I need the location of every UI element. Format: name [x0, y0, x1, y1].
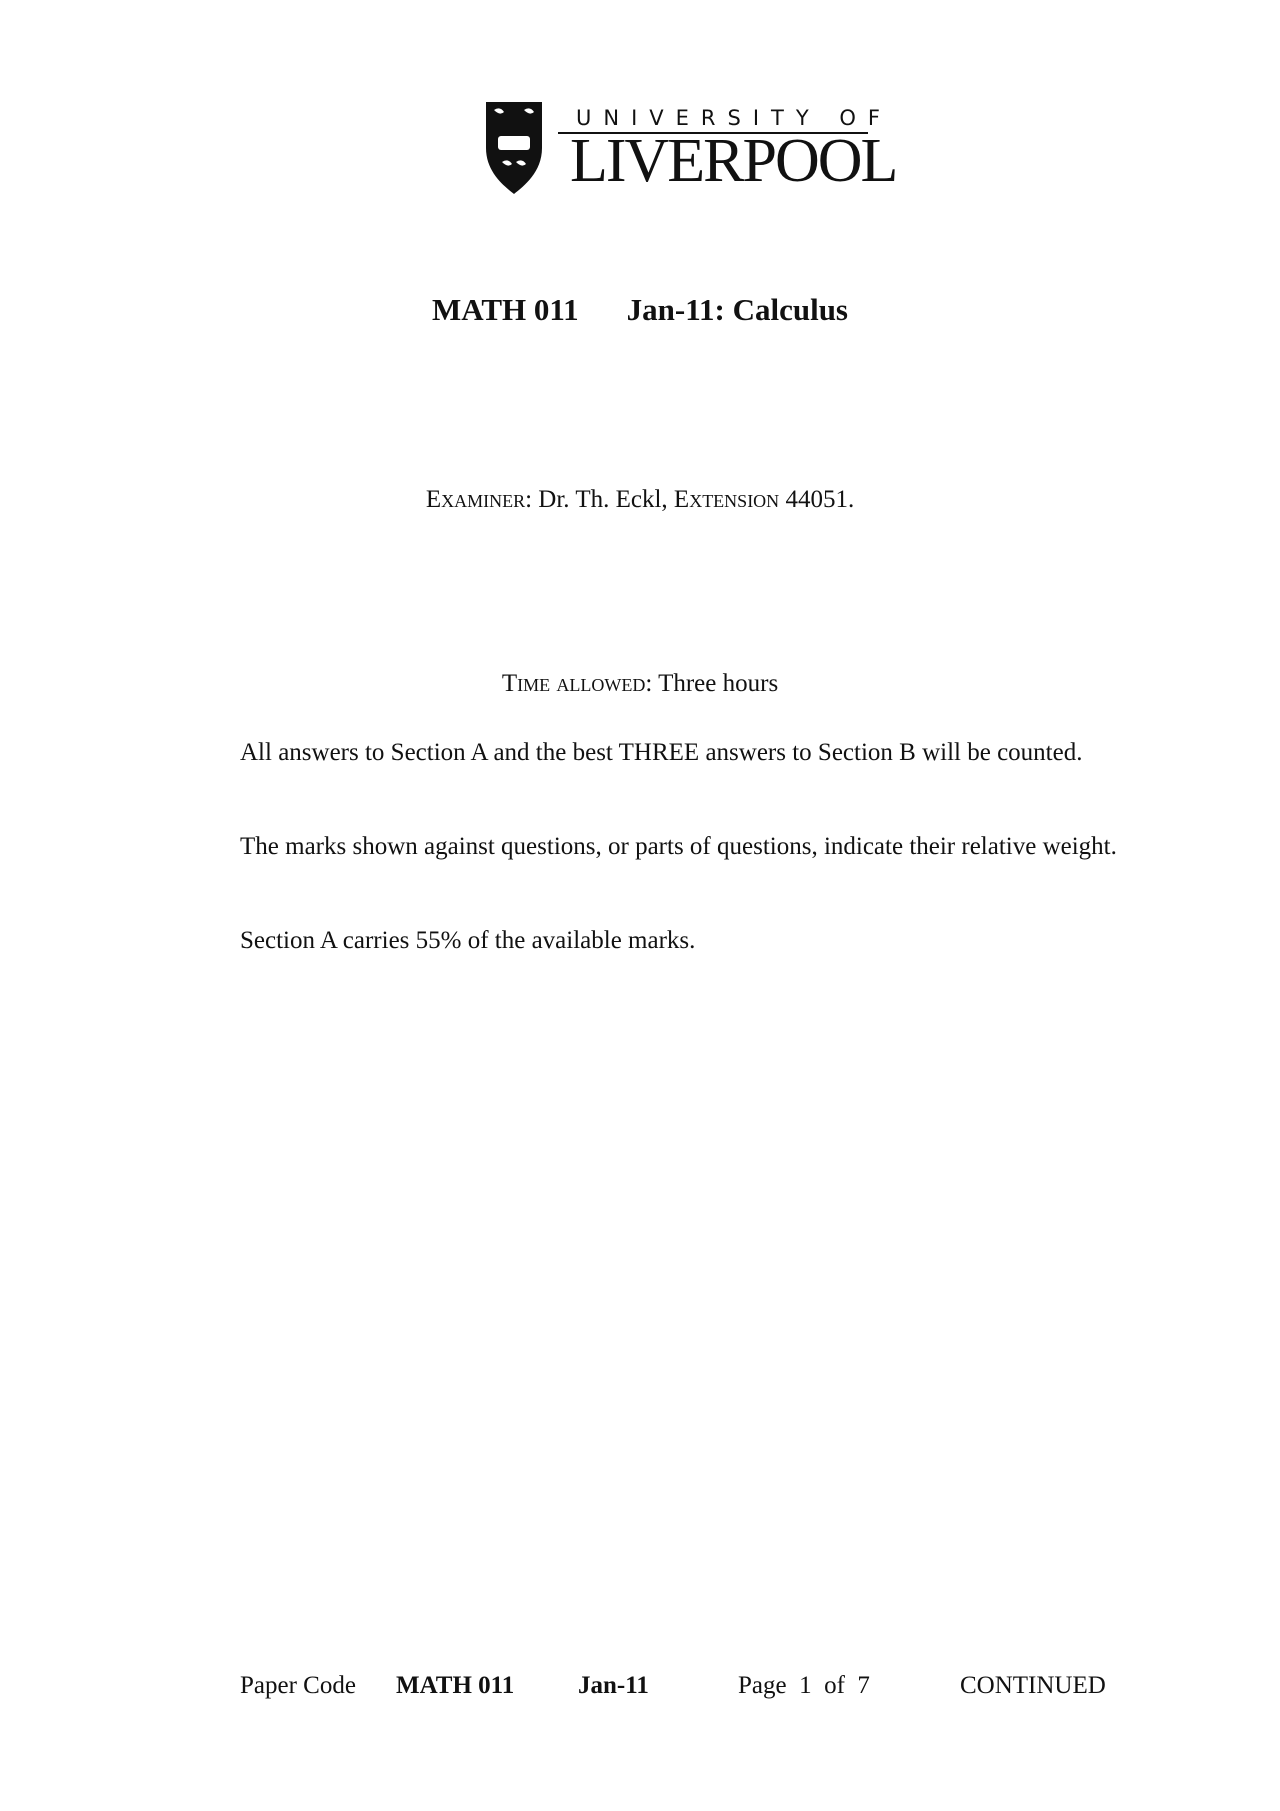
paper-code: MATH 011: [396, 1672, 515, 1699]
paper-code-label: Paper Code: [240, 1672, 356, 1699]
paper-date: Jan-11: [578, 1672, 649, 1699]
examiner-label: Examiner:: [425, 486, 533, 513]
continued-label: CONTINUED: [960, 1672, 1106, 1699]
page-number: Page 1 of 7: [738, 1672, 870, 1699]
examiner-line: [0, 486, 1280, 514]
extension-label: Extension: [673, 486, 780, 513]
university-logo: [484, 100, 897, 196]
crest-icon: [484, 100, 544, 196]
time-label: Time allowed:: [501, 670, 653, 697]
instruction-section-a: Section A carries 55% of the available marks.: [240, 927, 696, 954]
logo-liverpool: LIVERPOOL: [570, 127, 897, 195]
instruction-sections: All answers to Section A and the best THREE answers to Section B will be counted.: [240, 739, 1083, 766]
exam-title: [0, 292, 1280, 328]
time-value: Three hours: [658, 670, 779, 697]
instruction-marks: The marks shown against questions, or parts of questions, indicate their relative weight.: [240, 833, 1117, 860]
time-allowed: [0, 670, 1280, 698]
course-code: MATH 011: [431, 292, 579, 327]
extension-number: 44051.: [785, 486, 855, 513]
examiner-name: Dr. Th. Eckl,: [538, 486, 668, 513]
exam-name: Jan-11: Calculus: [626, 292, 849, 327]
logo-university-of: UNIVERSITY OF: [576, 106, 892, 130]
